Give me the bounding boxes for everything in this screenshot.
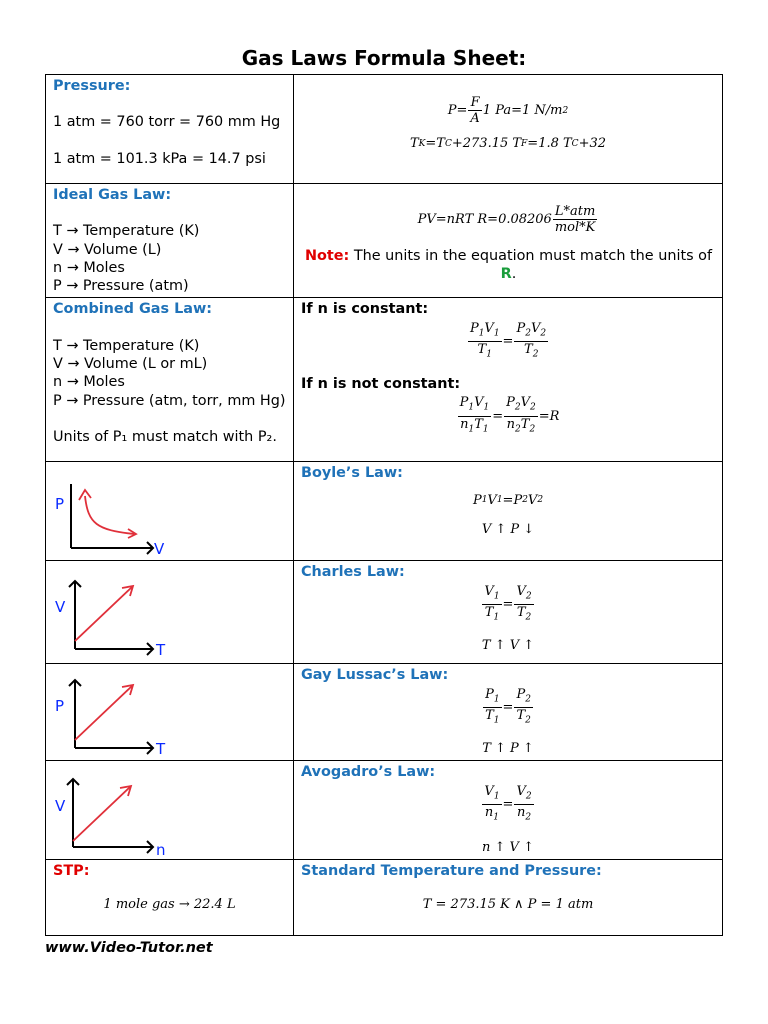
note-r: R — [500, 266, 512, 283]
charles-right-cell — [294, 561, 723, 664]
boyle-heading: Boyle’s Law: — [301, 465, 403, 482]
boyle-graph-cell — [46, 462, 294, 561]
boyle-axis-x-label: V — [154, 540, 165, 559]
combined-formula-constant: $\frac{P_1V_1}{T_1}$ = $\frac{P_2V_2}{T_2}$ — [469, 320, 547, 360]
gaylussac-trend: T ↑ P ↑ — [482, 740, 534, 756]
boyle-right-cell — [294, 462, 723, 561]
combined-formula-not-constant: $\frac{P_1V_1}{n_1T_1}$ = $\frac{P_2V_2}{n_2T_2}$ =R — [459, 395, 560, 435]
charles-formula: $\frac{V_1}{T_1}$ = $\frac{V_2}{T_2}$ — [484, 583, 532, 623]
combined-var-n: n → Moles — [53, 374, 125, 391]
charles-heading: Charles Law: — [301, 564, 405, 581]
row-gay-lussac-law — [46, 664, 723, 761]
gaylussac-axis-x-label: T — [156, 740, 166, 759]
pressure-left-cell — [46, 75, 294, 184]
boyle-curve — [85, 496, 134, 534]
note-end: . — [511, 266, 517, 283]
combined-case-constant: If n is constant: — [301, 301, 429, 318]
boyle-axis-y-label: P — [55, 495, 65, 514]
avogadro-axis-x-label: n — [156, 841, 166, 860]
avogadro-trend: n ↑ V ↑ — [482, 839, 534, 855]
gas-laws-table — [45, 74, 723, 936]
pressure-line-2: 1 atm = 101.3 kPa = 14.7 psi — [53, 150, 266, 167]
avogadro-right-cell — [294, 761, 723, 860]
ideal-left-cell — [46, 184, 294, 298]
gaylussac-graph — [52, 678, 172, 760]
combined-case-not-constant: If n is not constant: — [301, 375, 461, 392]
row-avogadro-law — [46, 761, 723, 860]
ideal-var-p: P → Pressure (atm) — [53, 278, 189, 295]
combined-var-t: T → Temperature (K) — [53, 337, 200, 354]
stp-left-cell — [46, 860, 294, 936]
temperature-conversion-formula: T K =T C +273.15 T F =1.8 T C +32 — [409, 136, 606, 151]
stp-formula: 1 mole gas → 22.4 L — [103, 896, 236, 912]
gaylussac-formula: $\frac{P_1}{T_1}$ = $\frac{P_2}{T_2}$ — [485, 686, 531, 726]
boyle-graph — [52, 476, 172, 558]
gaylussac-axis-y-label: P — [55, 697, 65, 716]
row-charles-law — [46, 561, 723, 664]
stp-heading: STP: — [53, 863, 90, 880]
combined-var-p: P → Pressure (atm, torr, mm Hg) — [53, 392, 286, 409]
gaylussac-line — [75, 686, 132, 740]
avogadro-formula: $\frac{V_1}{n_1}$ = $\frac{V_2}{n_2}$ — [484, 783, 532, 823]
pressure-heading: Pressure: — [53, 78, 131, 94]
pressure-formula: P= $\frac{F}{A}$ 1 Pa=1 N/m 2 — [447, 95, 569, 126]
boyle-formula: P 1 V 1 =P 2 V 2 — [472, 492, 544, 508]
charles-axis-y-label: V — [55, 598, 66, 617]
avogadro-line — [73, 787, 130, 841]
boyle-trend: V ↑ P ↓ — [481, 521, 535, 537]
combined-heading: Combined Gas Law: — [53, 301, 213, 318]
charles-trend: T ↑ V ↑ — [481, 637, 535, 653]
row-ideal-gas-law — [46, 184, 723, 298]
row-combined-gas-law — [46, 298, 723, 462]
page-title: Gas Laws Formula Sheet: — [241, 46, 527, 70]
combined-right-cell — [294, 298, 723, 462]
charles-graph-cell — [46, 561, 294, 664]
pressure-line-1: 1 atm = 760 torr = 760 mm Hg — [53, 114, 281, 131]
ideal-heading: Ideal Gas Law: — [53, 187, 172, 203]
ideal-gas-formula: PV=nRT R=0.08206 $\frac{\text{L*atm}}{\text{mol*K}}$ — [417, 204, 596, 235]
charles-axis-x-label: T — [156, 641, 166, 660]
gaylussac-graph-cell — [46, 664, 294, 761]
avogadro-graph — [52, 775, 172, 859]
combined-left-cell — [46, 298, 294, 462]
note-label: Note: — [304, 248, 350, 264]
row-pressure — [46, 75, 723, 184]
row-stp — [46, 860, 723, 936]
footer-website: www.Video-Tutor.net — [45, 940, 213, 956]
gaylussac-heading: Gay Lussac’s Law: — [301, 667, 449, 684]
avogadro-heading: Avogadro’s Law: — [301, 764, 436, 781]
avogadro-axis-y-label: V — [55, 797, 66, 816]
stp-right-heading: Standard Temperature and Pressure: — [301, 863, 602, 880]
combined-var-v: V → Volume (L or mL) — [53, 356, 208, 373]
row-boyles-law — [46, 462, 723, 561]
charles-graph — [52, 579, 172, 661]
pressure-right-cell — [294, 75, 723, 184]
ideal-var-t: T → Temperature (K) — [53, 223, 200, 240]
ideal-note — [294, 245, 722, 286]
note-text: The units in the equation must match the units of — [349, 248, 713, 264]
ideal-right-cell — [294, 184, 723, 298]
stp-right-formula: T = 273.15 K ∧ P = 1 atm — [422, 896, 594, 912]
ideal-var-v: V → Volume (L) — [53, 241, 162, 258]
charles-line — [75, 587, 132, 641]
gaylussac-right-cell — [294, 664, 723, 761]
stp-right-cell — [294, 860, 723, 936]
combined-units-note: Units of P₁ must match with P₂. — [53, 428, 277, 445]
avogadro-graph-cell — [46, 761, 294, 860]
ideal-var-n: n → Moles — [53, 259, 125, 276]
